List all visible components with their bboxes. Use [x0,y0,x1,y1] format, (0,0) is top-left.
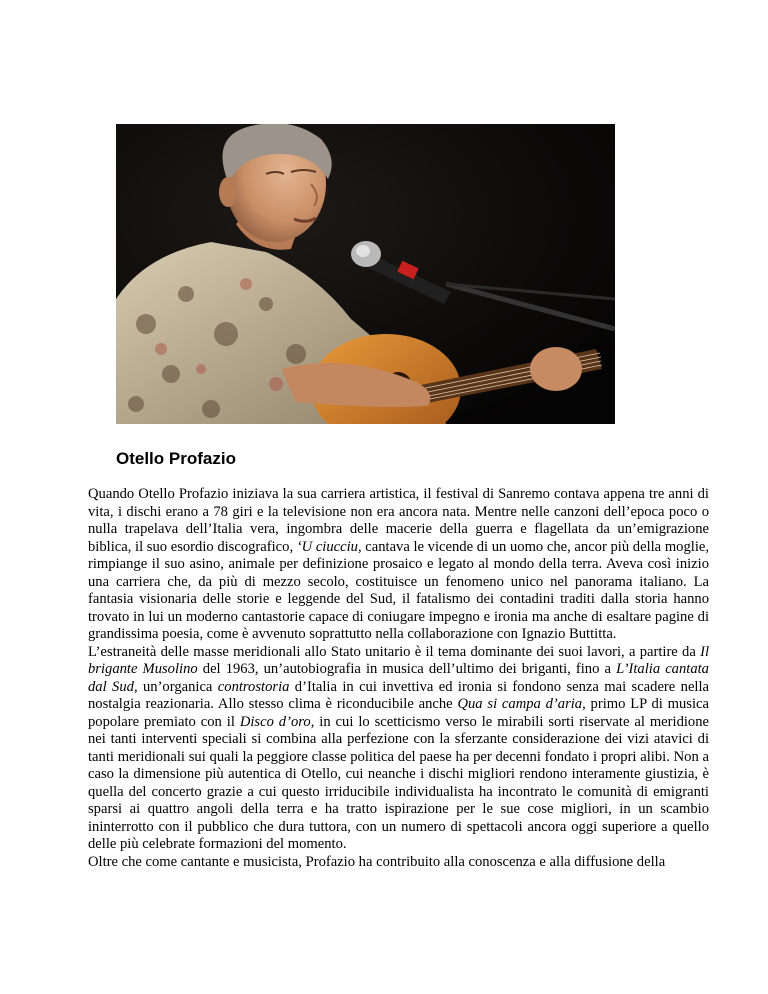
text-segment: , in cui lo scetticismo verso le mirabili sorti riservate al meridione nei tanti interventi speciali si combina alla perfezione con la sferzante considerazione dei vizi atavici di tanti meridionali sui quali la peggiore classe politica del paese ha per decenni fondato i propri alibi. Non a caso la dimensione più autentica di Otello, cui neanche i dischi migliori rendono interamente giustizia, è quella del concerto grazie a cui questo irriducibile individualista ha incontrato le comunità di emigranti sparsi ai quattro angoli della terra e ha tratto ispirazione per le sue cose migliori, in un scambio ininterrotto con il pubblico che dura tuttora, con un numero di spettacoli ancora oggi superiore a quello delle più celebrate formazioni del momento. [88,713,709,852]
text-segment: Oltre che come cantante e musicista, Profazio ha contribuito alla conoscenza e alla diffusione della [88,853,666,870]
italic-title: Qua si campa d’aria [457,696,583,712]
text-segment: L’estraneità delle masse meridionali allo Stato unitario è il tema dominante dei suoi lavori, a partire da [88,643,701,660]
text-segment: del 1963, un’autobiografia in musica dell’ultimo dei briganti, fino a [197,661,617,677]
paragraph [88,644,709,854]
text-segment: d’Italia in cui invettiva ed ironia si fondono senza mai scadere nella nostalgia reazionaria. Allo stesso clima è riconducibile anche [88,678,710,712]
text-segment: , cantava le vicende di un uomo che, ancor più della moglie, rimpiange il suo asino, animale per definizione prosaico e legato al mondo della terra. Aveva così inizio una carriera che, da più di mezzo secolo, costituisce un fenomeno unico nel panorama italiano. La fantasia visionaria delle storie e leggende del Sud, il fatalismo dei contadini traditi dalla storia hanno trovato in lui un moderno cantastorie capace di coniugare impegno e ironia ma anche di esaltare pagine di grandissima poesia, come è avvenuto soprattutto nella collaborazione con Ignazio Buttitta. [88,538,709,642]
singer-photo [116,124,615,424]
italic-title: L’Italia cantata dal Sud [88,661,709,695]
singer-photo-illustration [116,124,615,424]
text-segment: Quando Otello Profazio iniziava la sua carriera artistica, il festival di Sanremo contava appena tre anni di vita, i dischi erano a 78 giri e la televisione non era ancora nata. Mentre nelle canzoni dell’epoca poco o nulla trapelava dell’Italia vera, ingombra delle macerie della guerra e flagellata da un’emigrazione biblica, il suo esordio discografico, [88,486,709,555]
text-segment: , primo LP di musica popolare premiato con il [88,696,709,730]
paragraph [88,486,709,644]
article-body [88,486,709,871]
italic-title: controstoria [217,678,290,695]
page-title: Otello Profazio [116,449,236,468]
italic-title: Il brigante Musolino [88,643,709,677]
italic-title: ‘U ciucciu [296,538,358,555]
paragraph [88,854,709,872]
text-segment: , un’organica [133,678,218,695]
italic-title: Disco d’oro [239,713,311,730]
